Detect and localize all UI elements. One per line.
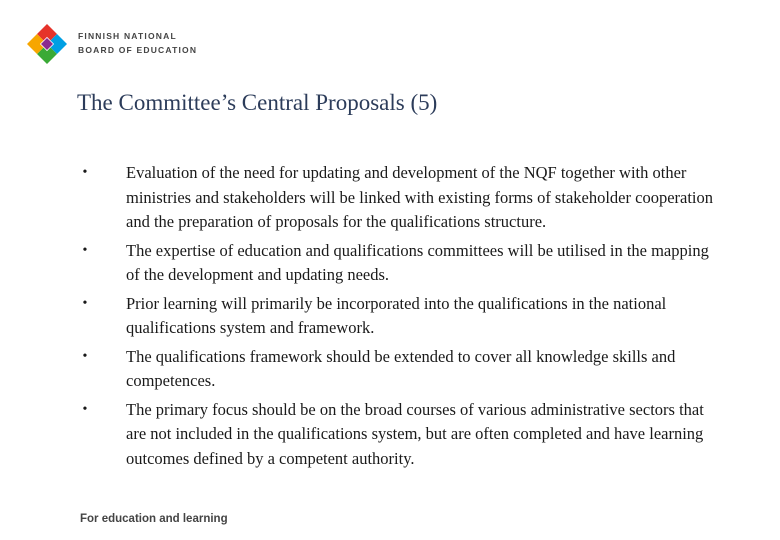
logo-diamond-icon — [24, 22, 70, 66]
bullet-text: Prior learning will primarily be incorporated into the qualifications in the national qualifications system and framework. — [126, 293, 667, 337]
bullet-text: The primary focus should be on the broad courses of various administrative sectors that are not included in the qualifications system, but are often completed and have learning outcomes defined by a competent authority. — [126, 399, 704, 468]
bullet-icon: • — [82, 401, 88, 417]
list-item — [80, 292, 720, 341]
footer-tagline: For education and learning — [80, 513, 228, 525]
bullet-icon: • — [82, 242, 88, 258]
proposals-list — [80, 161, 720, 475]
logo-line-2: BOARD OF EDUCATION — [78, 45, 198, 55]
logo-text — [78, 29, 197, 57]
list-item — [80, 161, 720, 235]
list-item — [80, 239, 720, 288]
bullet-text: The expertise of education and qualifications committees will be utilised in the mapping of the development and updating needs. — [126, 240, 709, 284]
list-item — [80, 398, 720, 472]
list-item — [80, 345, 720, 394]
bullet-icon: • — [82, 295, 88, 311]
bullet-text: Evaluation of the need for updating and development of the NQF together with other ministries and stakeholders will be linked with existing forms of stakeholder cooperation and the preparation of proposals for the qualifications structure. — [126, 163, 713, 231]
logo-line-1: FINNISH NATIONAL — [78, 31, 177, 41]
bullet-icon: • — [82, 165, 88, 180]
bullet-icon: • — [82, 348, 88, 364]
bullet-text: The qualifications framework should be extended to cover all knowledge skills and competences. — [126, 346, 676, 390]
slide-title: The Committee’s Central Proposals (5) — [77, 90, 438, 115]
organization-logo — [24, 22, 204, 66]
